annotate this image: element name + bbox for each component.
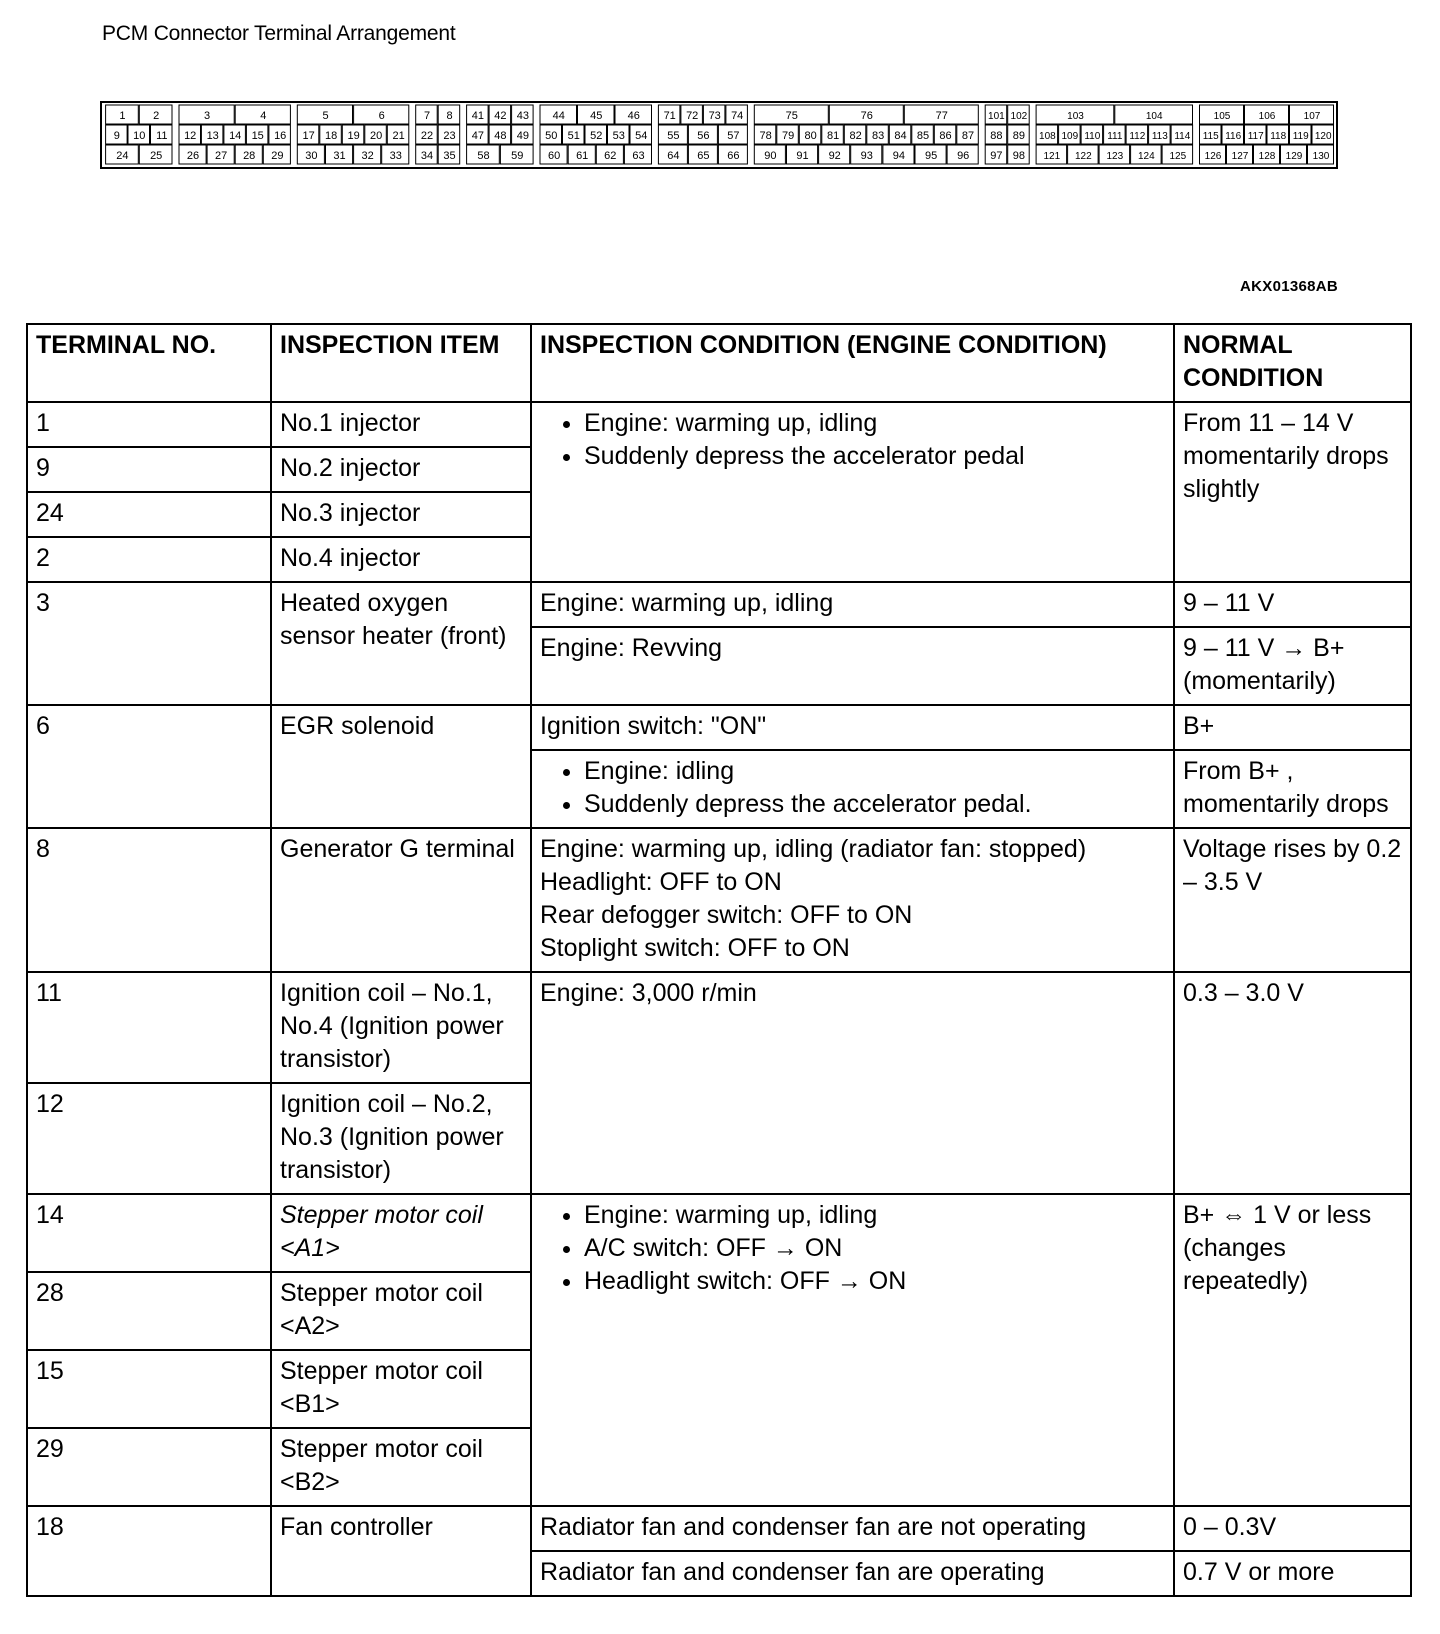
connector-pin-label: 51 <box>567 130 580 142</box>
connector-pin-label: 125 <box>1169 151 1187 162</box>
connector-pin-label: 63 <box>632 150 645 162</box>
terminal-cell: 11 <box>27 972 271 1083</box>
connector-pin-label: 77 <box>935 110 948 122</box>
terminal-inspection-table <box>26 323 1412 1597</box>
connector-pin-label: 122 <box>1074 151 1092 162</box>
connector-pin-label: 95 <box>924 150 938 162</box>
connector-pin-label: 88 <box>990 130 1003 142</box>
connector-pin-label: 7 <box>423 110 431 122</box>
connector-pin-label: 101 <box>988 111 1005 122</box>
connector-pin-label: 30 <box>305 150 318 162</box>
connector-pin-label: 71 <box>663 110 676 122</box>
connector-pin-label: 76 <box>860 110 873 122</box>
connector-pin-label: 102 <box>1010 111 1028 122</box>
table-row <box>27 1506 1411 1551</box>
connector-pin-label: 103 <box>1067 111 1084 122</box>
condition-cell: Radiator fan and condenser fan are not operating <box>531 1506 1174 1551</box>
connector-pin-label: 110 <box>1084 131 1101 142</box>
connector-pin-label: 66 <box>727 150 740 162</box>
item-cell: No.3 injector <box>271 492 531 537</box>
table-row <box>27 1194 1411 1272</box>
connector-pin-label: 128 <box>1258 151 1276 162</box>
terminal-cell: 18 <box>27 1506 271 1596</box>
item-cell: No.1 injector <box>271 402 531 447</box>
connector-pin-label: 104 <box>1145 111 1163 122</box>
connector-pin-label: 72 <box>686 110 699 122</box>
connector-pin-label: 85 <box>916 130 930 142</box>
connector-pin-label: 26 <box>186 150 200 162</box>
connector-pin-label: 83 <box>871 130 885 142</box>
connector-pin-label: 55 <box>667 130 680 142</box>
connector-pin-label: 130 <box>1312 151 1330 162</box>
connector-pin-label: 113 <box>1151 131 1168 142</box>
terminal-cell: 6 <box>27 705 271 828</box>
connector-pin-label: 60 <box>547 150 561 162</box>
connector-pin-label: 13 <box>206 130 219 142</box>
condition-line: Rear defogger switch: OFF to ON <box>540 901 913 929</box>
table-row <box>27 402 1411 447</box>
connector-pin-label: 50 <box>545 130 558 142</box>
table-row <box>27 705 1411 750</box>
list-item: • A/C switch: OFF → ON <box>584 1232 1165 1265</box>
connector-pin-label: 11 <box>156 130 168 142</box>
condition-line: Headlight: OFF to ON <box>540 868 782 896</box>
terminal-cell: 3 <box>27 582 271 705</box>
terminal-cell: 24 <box>27 492 271 537</box>
normal-cell: 9 – 11 V <box>1174 582 1411 627</box>
connector-pin-label: 4 <box>260 110 267 122</box>
normal-cell: B+ <box>1174 705 1411 750</box>
connector-pin-label: 15 <box>251 130 264 142</box>
condition-cell: Engine: 3,000 r/min <box>531 972 1174 1194</box>
list-item: • Headlight switch: OFF → ON <box>584 1265 1165 1298</box>
connector-pin-label: 53 <box>612 130 625 142</box>
table-header-row <box>27 324 1411 402</box>
connector-pin-label: 115 <box>1202 131 1219 142</box>
connector-pin-label: 129 <box>1285 151 1303 162</box>
item-cell: Stepper motor coil <B2> <box>271 1428 531 1506</box>
connector-pin-label: 14 <box>229 130 242 142</box>
connector-pin-label: 2 <box>153 110 160 122</box>
connector-pin-label: 89 <box>1012 130 1026 142</box>
connector-pin-label: 61 <box>576 150 589 162</box>
normal-cell: 0 – 0.3V <box>1174 1506 1411 1551</box>
connector-pin-label: 116 <box>1225 131 1242 142</box>
connector-pin-label: 48 <box>494 130 507 142</box>
terminal-cell: 8 <box>27 828 271 972</box>
connector-pin-label: 120 <box>1314 131 1332 142</box>
connector-pin-label: 21 <box>392 130 405 142</box>
condition-list <box>540 407 1165 473</box>
list-item: • Suddenly depress the accelerator pedal <box>584 440 1165 473</box>
connector-pin-label: 35 <box>443 150 456 162</box>
terminal-cell: 2 <box>27 537 271 582</box>
connector-pin-label: 19 <box>347 130 360 142</box>
condition-cell <box>531 750 1174 828</box>
connector-pin-label: 96 <box>957 150 970 162</box>
connector-pin-label: 23 <box>443 130 456 142</box>
connector-pin-label: 105 <box>1213 111 1231 122</box>
connector-pin-label: 119 <box>1292 131 1309 142</box>
condition-cell: Engine: Revving <box>531 627 1174 705</box>
normal-cell: From B+ , momentarily drops <box>1174 750 1411 828</box>
connector-pin-label: 86 <box>939 130 952 142</box>
connector-pin-label: 94 <box>892 150 906 162</box>
connector-pin-label: 123 <box>1106 151 1124 162</box>
connector-pin-label: 10 <box>133 130 146 142</box>
connector-pin-label: 73 <box>708 110 721 122</box>
connector-pin-label: 42 <box>494 110 507 122</box>
connector-pin-label: 58 <box>477 150 490 162</box>
connector-pin-label: 17 <box>302 130 315 142</box>
connector-pin-label: 44 <box>552 110 565 122</box>
terminal-cell: 28 <box>27 1272 271 1350</box>
connector-pin-label: 97 <box>990 150 1003 162</box>
connector-pin-label: 84 <box>894 130 907 142</box>
terminal-cell: 9 <box>27 447 271 492</box>
connector-pin-label: 78 <box>759 130 772 142</box>
item-cell: Stepper motor coil <A1> <box>271 1194 531 1272</box>
connector-pin-label: 79 <box>781 130 795 142</box>
condition-cell: Radiator fan and condenser fan are operating <box>531 1551 1174 1596</box>
table-row <box>27 972 1411 1083</box>
page-heading: PCM Connector Terminal Arrangement <box>102 22 456 45</box>
connector-pin-label: 118 <box>1270 131 1287 142</box>
connector-pin-label: 62 <box>604 150 617 162</box>
list-item: • Engine: warming up, idling <box>584 407 1165 440</box>
connector-pin-label: 27 <box>214 150 228 162</box>
condition-list <box>540 755 1165 821</box>
terminal-cell: 29 <box>27 1428 271 1506</box>
connector-pin-label: 22 <box>420 130 434 142</box>
terminal-cell: 15 <box>27 1350 271 1428</box>
connector-pin-label: 6 <box>378 110 385 122</box>
item-cell: Fan controller <box>271 1506 531 1596</box>
normal-cell: From 11 – 14 V momentarily drops slightly <box>1174 402 1411 582</box>
connector-svg <box>100 98 1340 178</box>
list-item: • Suddenly depress the accelerator pedal. <box>584 788 1165 821</box>
terminal-cell: 12 <box>27 1083 271 1194</box>
connector-pin-label: 98 <box>1012 150 1026 162</box>
connector-pin-label: 127 <box>1231 151 1249 162</box>
condition-line: Stoplight switch: OFF to ON <box>540 934 850 962</box>
connector-pin-label: 20 <box>369 130 383 142</box>
connector-pin-label: 56 <box>697 130 710 142</box>
connector-pin-label: 59 <box>511 150 524 162</box>
connector-pin-label: 117 <box>1247 131 1264 142</box>
connector-pin-label: 47 <box>471 130 485 142</box>
item-cell: No.4 injector <box>271 537 531 582</box>
connector-pin-label: 93 <box>860 150 873 162</box>
connector-pin-label: 33 <box>389 150 402 162</box>
connector-pin-label: 24 <box>116 150 129 162</box>
condition-cell <box>531 1194 1174 1506</box>
connector-pin-label: 90 <box>764 150 777 162</box>
normal-cell: 0.3 – 3.0 V <box>1174 972 1411 1194</box>
connector-pin-label: 81 <box>826 130 840 142</box>
connector-pin-label: 114 <box>1174 131 1191 142</box>
connector-pin-label: 3 <box>204 110 211 122</box>
connector-pin-label: 18 <box>324 130 338 142</box>
connector-pin-label: 82 <box>849 130 862 142</box>
connector-pin-label: 87 <box>961 130 975 142</box>
condition-cell: Ignition switch: "ON" <box>531 705 1174 750</box>
figure-code: AKX01368AB <box>1240 278 1339 295</box>
connector-pin-label: 109 <box>1061 131 1079 142</box>
connector-pin-label: 92 <box>828 150 841 162</box>
connector-pin-label: 12 <box>184 130 197 142</box>
connector-pin-label: 64 <box>667 150 680 162</box>
connector-pin-label: 29 <box>271 150 284 162</box>
connector-pin-label: 111 <box>1107 131 1123 142</box>
item-cell: EGR solenoid <box>271 705 531 828</box>
connector-pin-label: 5 <box>322 110 329 122</box>
item-cell: Ignition coil – No.2, No.3 (Ignition power transistor) <box>271 1083 531 1194</box>
header-inspection-item: INSPECTION ITEM <box>271 324 531 402</box>
table-row <box>27 828 1411 972</box>
connector-pin-label: 31 <box>333 150 346 162</box>
connector-pin-label: 121 <box>1043 151 1061 162</box>
connector-pin-label: 75 <box>785 110 798 122</box>
normal-cell: 0.7 V or more <box>1174 1551 1411 1596</box>
connector-pin-label: 16 <box>274 130 287 142</box>
connector-pin-label: 52 <box>590 130 603 142</box>
list-item: • Engine: idling <box>584 755 1165 788</box>
item-cell: Heated oxygen sensor heater (front) <box>271 582 531 705</box>
connector-pin-label: 124 <box>1137 151 1155 162</box>
condition-cell <box>531 402 1174 582</box>
connector-pin-label: 46 <box>627 110 640 122</box>
normal-cell: Voltage rises by 0.2 – 3.5 V <box>1174 828 1411 972</box>
header-inspection-condition: INSPECTION CONDITION (ENGINE CONDITION) <box>531 324 1174 402</box>
connector-pin-label: 43 <box>516 110 530 122</box>
item-cell: Stepper motor coil <B1> <box>271 1350 531 1428</box>
connector-pin-label: 108 <box>1039 131 1056 142</box>
connector-pin-label: 41 <box>471 110 485 122</box>
connector-pin-label: 25 <box>150 150 163 162</box>
item-cell: No.2 injector <box>271 447 531 492</box>
connector-pin-label: 112 <box>1129 131 1146 142</box>
condition-line: Engine: warming up, idling (radiator fan: stopped) <box>540 835 1087 863</box>
item-cell: Ignition coil – No.1, No.4 (Ignition power transistor) <box>271 972 531 1083</box>
condition-cell: Engine: warming up, idling <box>531 582 1174 627</box>
connector-pin-label: 74 <box>731 110 744 122</box>
connector-pin-label: 80 <box>804 130 817 142</box>
header-terminal: TERMINAL NO. <box>27 324 271 402</box>
connector-pin-label: 106 <box>1258 111 1276 122</box>
normal-cell: B+ ⇔ 1 V or less (changes repeatedly) <box>1174 1194 1411 1506</box>
header-normal-condition: NORMAL CONDITION <box>1174 324 1411 402</box>
terminal-cell: 1 <box>27 402 271 447</box>
list-item: • Engine: warming up, idling <box>584 1199 1165 1232</box>
terminal-cell: 14 <box>27 1194 271 1272</box>
item-cell: Stepper motor coil <A2> <box>271 1272 531 1350</box>
connector-pin-label: 1 <box>119 110 126 122</box>
connector-pin-label: 54 <box>635 130 648 142</box>
connector-pin-label: 9 <box>113 130 120 142</box>
connector-pin-label: 126 <box>1204 151 1222 162</box>
pcm-connector-diagram <box>100 98 1340 183</box>
connector-pin-label: 49 <box>516 130 530 142</box>
table-row <box>27 582 1411 627</box>
connector-pin-label: 65 <box>697 150 710 162</box>
connector-pin-label: 34 <box>420 150 434 162</box>
connector-pin-label: 57 <box>727 130 740 142</box>
connector-pin-label: 32 <box>361 150 374 162</box>
condition-cell <box>531 828 1174 972</box>
item-cell: Generator G terminal <box>271 828 531 972</box>
connector-pin-label: 91 <box>796 150 809 162</box>
connector-pin-label: 107 <box>1303 111 1321 122</box>
connector-pin-label: 45 <box>590 110 603 122</box>
connector-pin-label: 28 <box>243 150 256 162</box>
condition-list <box>540 1199 1165 1298</box>
connector-pin-label: 8 <box>446 110 453 122</box>
normal-cell: 9 – 11 V → B+ (momentarily) <box>1174 627 1411 705</box>
